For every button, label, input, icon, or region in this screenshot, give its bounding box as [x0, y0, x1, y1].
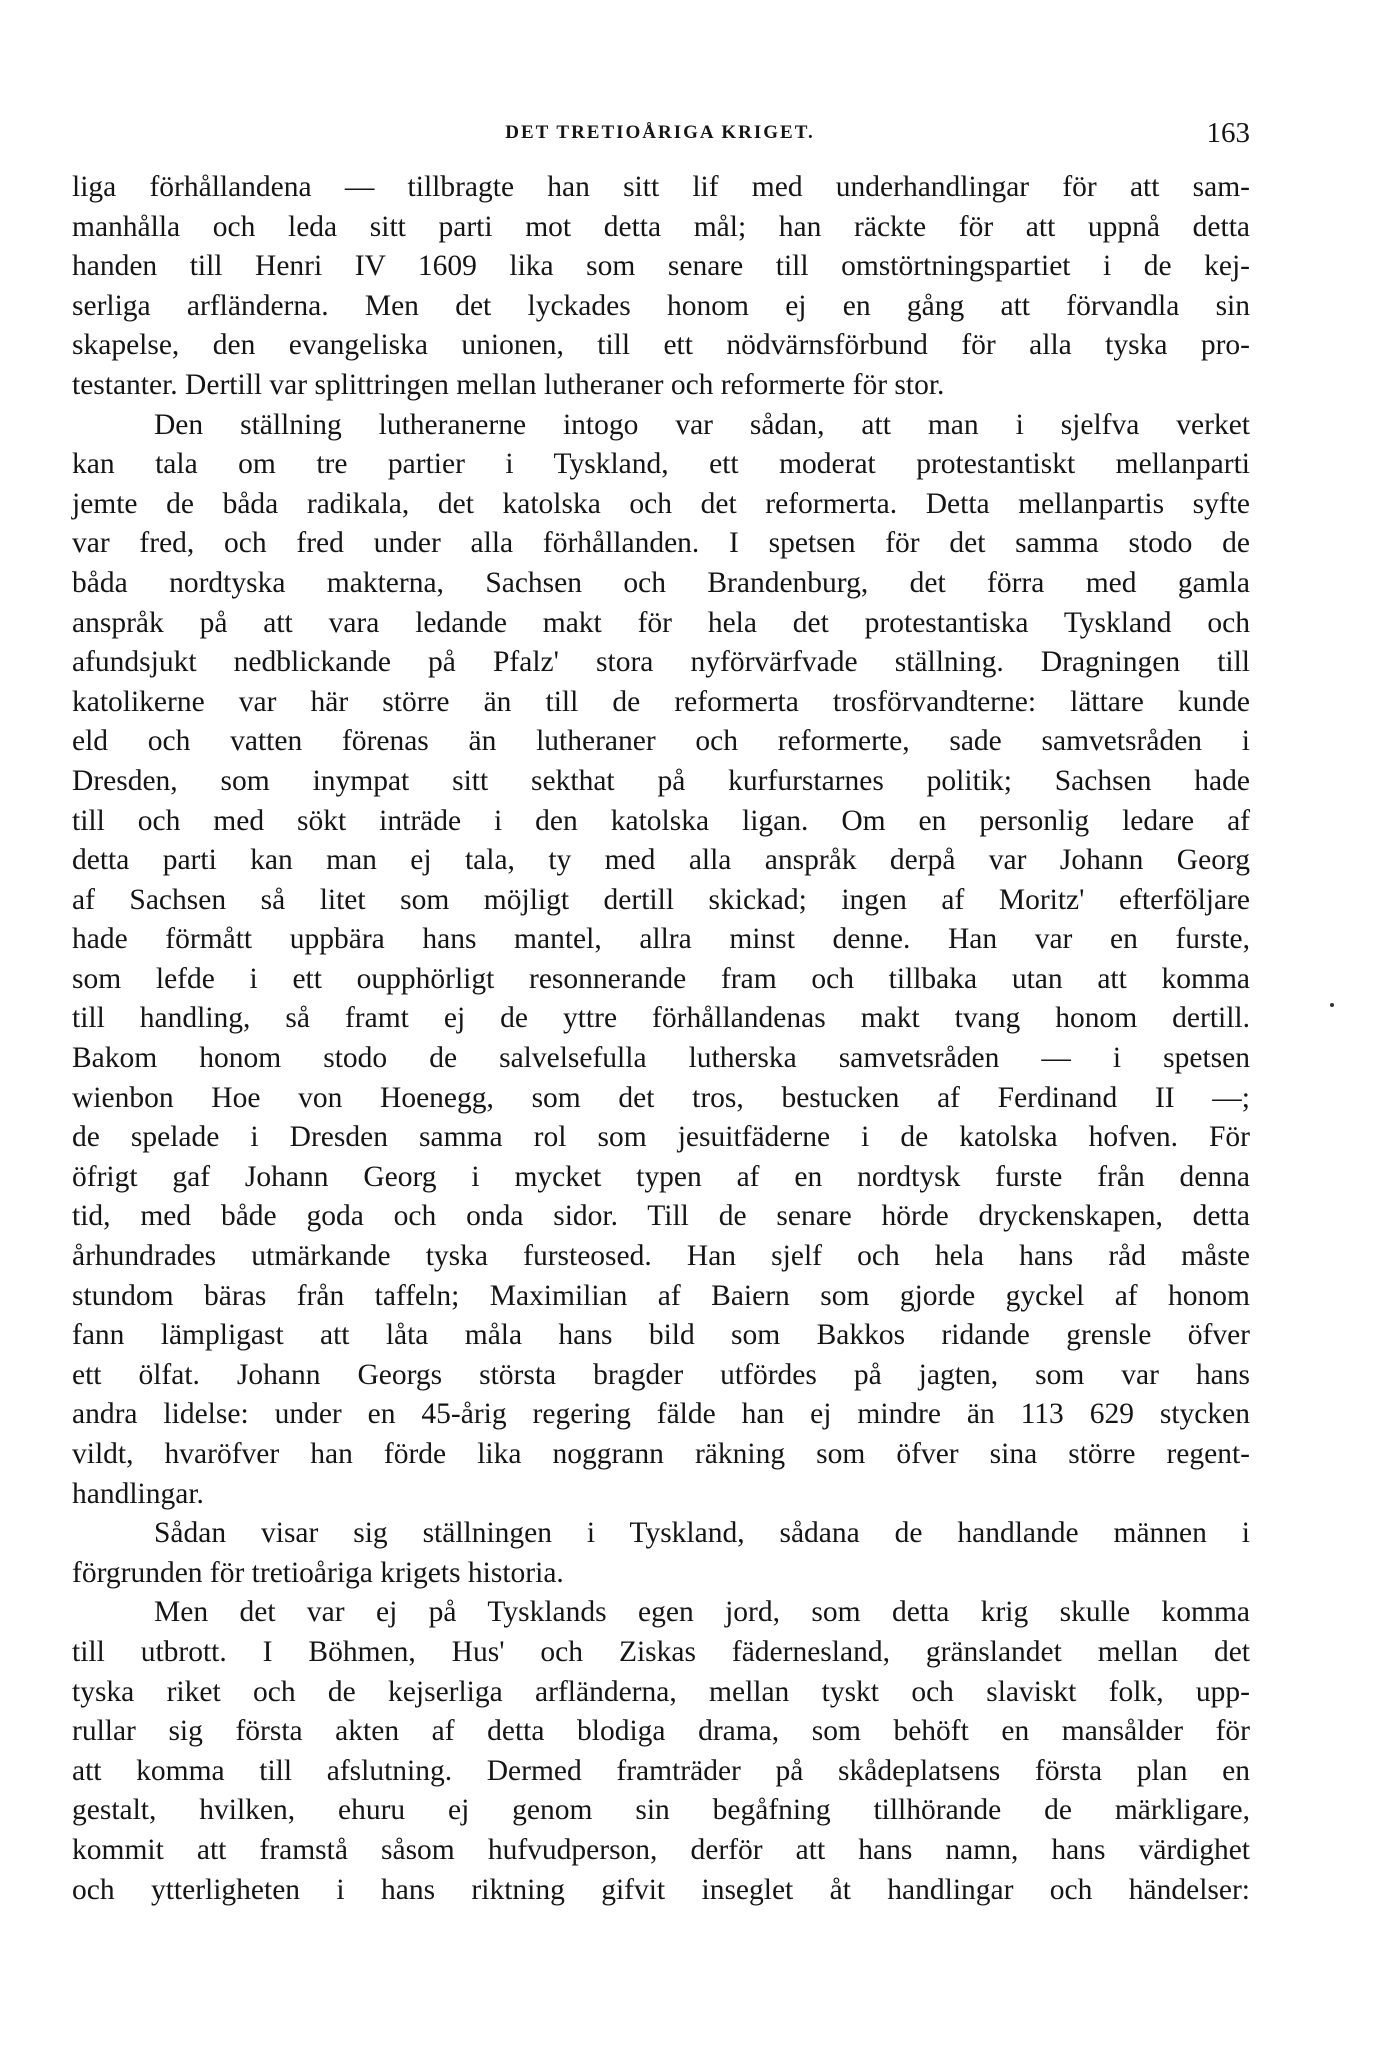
- text-line: båda nordtyska makterna, Sachsen och Brandenburg, det förra med gamla: [72, 566, 1250, 599]
- text-line: till utbrott. I Böhmen, Hus' och Ziskas fädernesland, gränslandet mellan det: [72, 1635, 1250, 1668]
- text-line: af Sachsen så litet som möjligt dertill skickad; ingen af Moritz' efterföljare: [72, 883, 1250, 916]
- text-line: liga förhållandena — tillbragte han sitt lif med underhandlingar för att sam-: [72, 171, 1250, 203]
- body-text: [72, 168, 1250, 1910]
- text-line: gestalt, hvilken, ehuru ej genom sin begåfning tillhörande de märkligare,: [72, 1794, 1250, 1827]
- text-line: serliga arfländerna. Men det lyckades honom ej en gång att förvandla sin: [72, 289, 1250, 322]
- print-speck: [1330, 1003, 1334, 1007]
- text-line: Bakom honom stodo de salvelsefulla lutherska samvetsråden — i spetsen: [72, 1042, 1250, 1075]
- text-line: katolikerne var här större än till de reformerta trosförvandterne: lättare kunde: [72, 685, 1250, 718]
- text-line: fann lämpligast att låta måla hans bild som Bakkos ridande grensle öfver: [72, 1319, 1250, 1352]
- text-line: tyska riket och de kejserliga arfländerna, mellan tyskt och slaviskt folk, upp-: [72, 1675, 1250, 1708]
- text-line: stundom bäras från taffeln; Maximilian af Baiern som gjorde gyckel af honom: [72, 1279, 1250, 1312]
- text-line: öfrigt gaf Johann Georg i mycket typen af en nordtysk furste från denna: [72, 1160, 1250, 1193]
- paragraph-start: Den ställning lutheranerne intogo var sådan, att man i sjelfva verket: [154, 408, 1250, 441]
- text-line: skapelse, den evangeliska unionen, till ett nödvärnsförbund för alla tyska pro-: [72, 329, 1250, 362]
- text-line: som lefde i ett oupphörligt resonnerande fram och tillbaka utan att komma: [72, 962, 1250, 995]
- text-line: ett ölfat. Johann Georgs största bragder utfördes på jagten, som var hans: [72, 1358, 1250, 1391]
- text-line: kan tala om tre partier i Tyskland, ett moderat protestantiskt mellanparti: [72, 448, 1250, 481]
- text-line: var fred, och fred under alla förhållanden. I spetsen för det samma stodo de: [72, 527, 1250, 560]
- text-line: handen till Henri IV 1609 lika som senare till omstörtningspartiet i de kej-: [72, 250, 1250, 283]
- text-line: manhålla och leda sitt parti mot detta mål; han räckte för att uppnå detta: [72, 210, 1250, 243]
- paragraph-start: Sådan visar sig ställningen i Tyskland, sådana de handlande männen i: [154, 1517, 1250, 1550]
- text-line: Dresden, som inympat sitt sekthat på kurfurstarnes politik; Sachsen hade: [72, 764, 1250, 797]
- text-line: till handling, så framt ej de yttre förhållandenas makt tvang honom dertill.: [72, 1002, 1250, 1035]
- running-header: [70, 118, 1250, 158]
- text-line: till och med sökt inträde i den katolska ligan. Om en personlig ledare af: [72, 804, 1250, 837]
- text-line: hade förmått uppbära hans mantel, allra minst denne. Han var en furste,: [72, 923, 1250, 956]
- text-line: afundsjukt nedblickande på Pfalz' stora nyförvärfvade ställning. Dragningen till: [72, 646, 1250, 679]
- running-title: DET TRETIOÅRIGA KRIGET.: [505, 122, 815, 143]
- text-line: de spelade i Dresden samma rol som jesuitfäderne i de katolska hofven. För: [72, 1121, 1250, 1154]
- text-line: handlingar.: [72, 1477, 204, 1510]
- text-line: rullar sig första akten af detta blodiga drama, som behöft en mansålder för: [72, 1715, 1250, 1748]
- page-number: 163: [1206, 117, 1250, 149]
- text-line: anspråk på att vara ledande makt för hela det protestantiska Tyskland och: [72, 606, 1250, 639]
- text-line: århundrades utmärkande tyska fursteosed. Han sjelf och hela hans råd måste: [72, 1240, 1250, 1273]
- text-line: testanter. Dertill var splittringen mellan lutheraner och reformerte för stor.: [72, 368, 945, 401]
- text-line: jemte de båda radikala, det katolska och det reformerta. Detta mellanpartis syfte: [72, 487, 1250, 520]
- text-line: detta parti kan man ej tala, ty med alla anspråk derpå var Johann Georg: [72, 844, 1250, 877]
- text-line: tid, med både goda och onda sidor. Till de senare hörde dryckenskapen, detta: [72, 1200, 1250, 1233]
- text-line: eld och vatten förenas än lutheraner och reformerte, sade samvetsråden i: [72, 725, 1250, 758]
- paragraph-start: Men det var ej på Tysklands egen jord, som detta krig skulle komma: [154, 1596, 1250, 1629]
- text-line: att komma till afslutning. Dermed framträder på skådeplatsens första plan en: [72, 1754, 1250, 1787]
- text-line: wienbon Hoe von Hoenegg, som det tros, bestucken af Ferdinand II —;: [72, 1081, 1250, 1114]
- text-line: kommit att framstå såsom hufvudperson, derför att hans namn, hans värdighet: [72, 1833, 1250, 1866]
- text-line: förgrunden för tretioåriga krigets historia.: [72, 1556, 564, 1589]
- text-line: och ytterligheten i hans riktning gifvit inseglet åt handlingar och händelser:: [72, 1873, 1250, 1906]
- text-line: vildt, hvaröfver han förde lika noggrann räkning som öfver sina större regent-: [72, 1438, 1250, 1470]
- text-line: andra lidelse: under en 45-årig regering fälde han ej mindre än 113 629 stycken: [72, 1398, 1250, 1431]
